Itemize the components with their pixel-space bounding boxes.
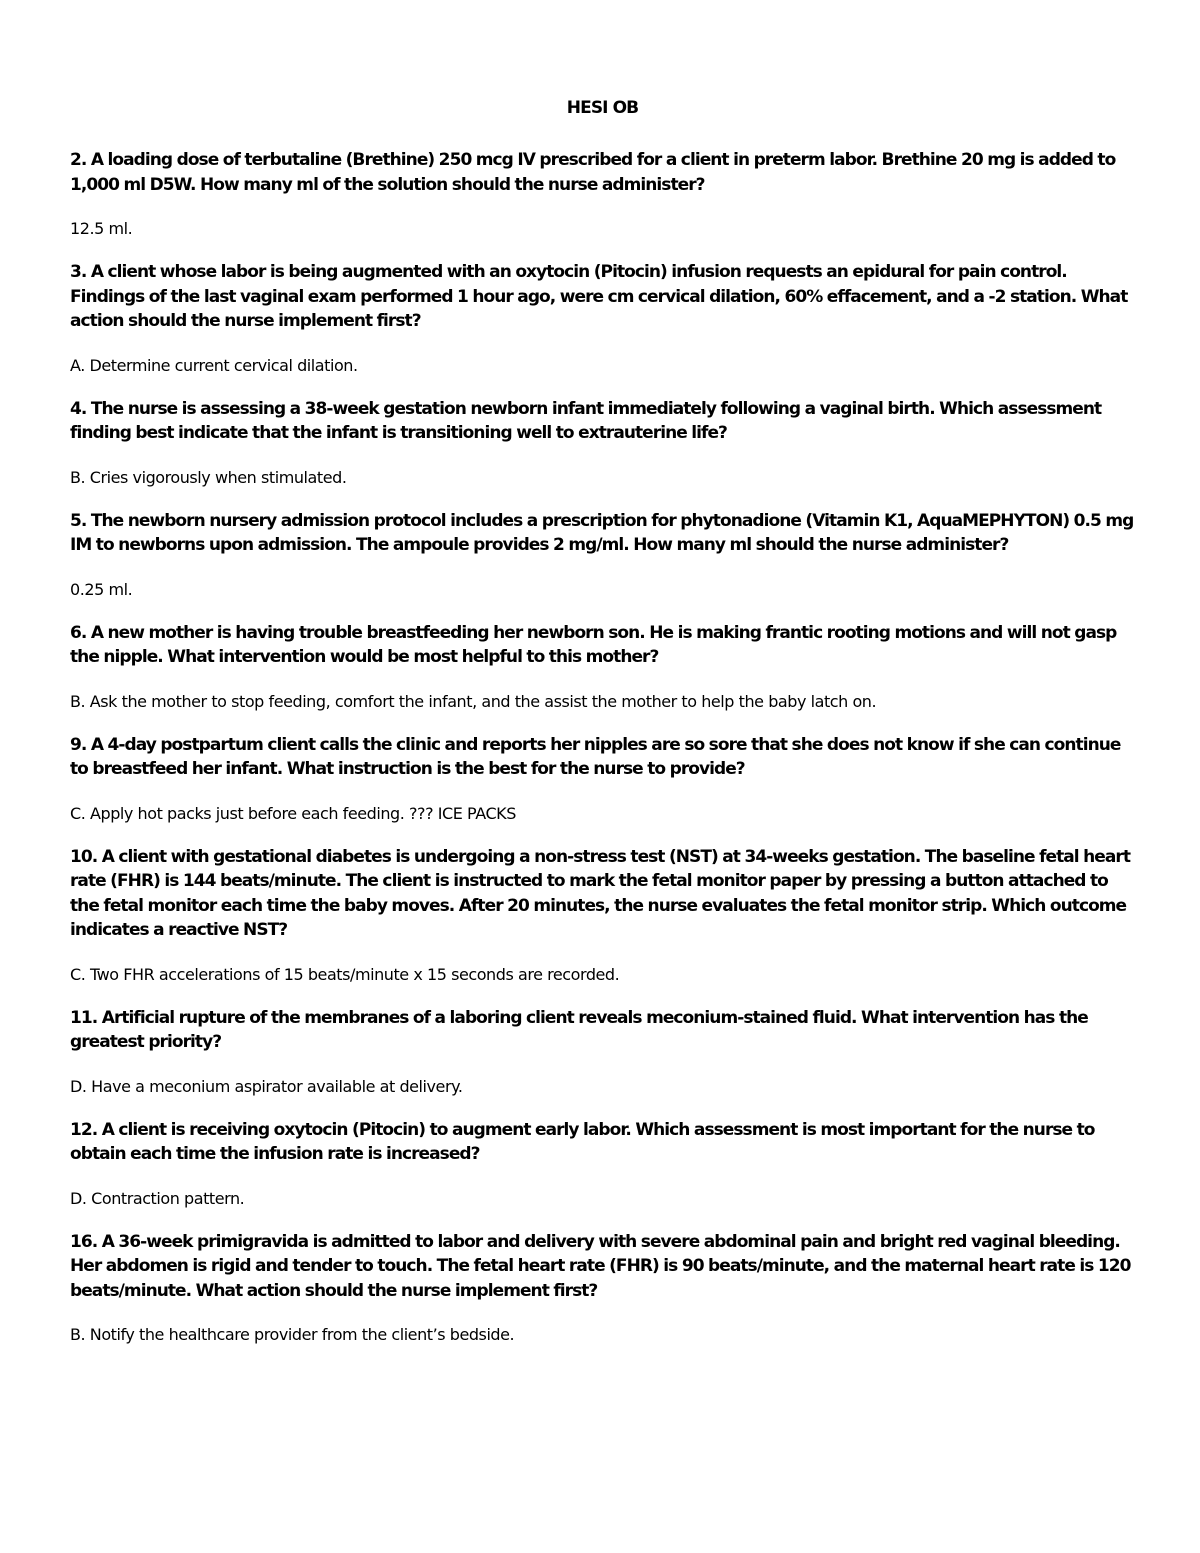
answer-text: C. Apply hot packs just before each feeding. ??? ICE PACKS [70, 803, 516, 823]
question-text: 10. A client with gestational diabetes is undergoing a non-stress test (NST) at 34-weeks gestation. The baseline fetal heart rate (FHR) is 144 beats/minute. The client is instructed to mark the fetal monitor paper by pressing a button attached to the fetal monitor each time the baby moves. After 20 minutes, the nurse evaluates the fetal monitor strip. Which outcome indicates a reactive NST? [70, 846, 1131, 940]
qa-item [70, 1006, 1135, 1098]
question-text: 11. Artificial rupture of the membranes of a laboring client reveals meconium-stained fluid. What intervention has the greatest priority? [70, 1007, 1088, 1052]
qa-item [70, 621, 1135, 713]
qa-item [70, 397, 1135, 489]
question-text: 12. A client is receiving oxytocin (Pitocin) to augment early labor. Which assessment is most important for the nurse to obtain each time the infusion rate is increased? [70, 1119, 1095, 1164]
question-text: 6. A new mother is having trouble breastfeeding her newborn son. He is making frantic rooting motions and will not gasp the nipple. What intervention would be most helpful to this mother? [70, 622, 1117, 667]
question-text: 16. A 36-week primigravida is admitted to labor and delivery with severe abdominal pain and bright red vaginal bleeding. Her abdomen is rigid and tender to touch. The fetal heart rate (FHR) is 90 beats/minute, and the maternal heart rate is 120 beats/minute. What action should the nurse implement first? [70, 1231, 1131, 1301]
qa-item [70, 1230, 1135, 1347]
qa-item [70, 148, 1135, 240]
answer-text: 12.5 ml. [70, 219, 133, 238]
answer-text: 0.25 ml. [70, 579, 133, 599]
qa-item [70, 509, 1135, 601]
qa-item [70, 1118, 1135, 1210]
answer-text: B. Cries vigorously when stimulated. [70, 467, 347, 487]
answer-text: B. Ask the mother to stop feeding, comfort the infant, and the assist the mother to help the baby latch on. [70, 691, 877, 711]
question-text: 5. The newborn nursery admission protocol includes a prescription for phytonadione (Vitamin K1, AquaMEPHYTON) 0.5 mg IM to newborns upon admission. The ampoule provides 2 mg/ml. How many ml should the nurse administer? [70, 510, 1134, 555]
document-title: HESI OB [566, 98, 639, 118]
answer-text: D. Contraction pattern. [70, 1188, 245, 1208]
question-text: 4. The nurse is assessing a 38-week gestation newborn infant immediately following a vaginal birth. Which assessment finding best indicate that the infant is transitioning well to extrauterine life? [70, 398, 1102, 443]
document-page [70, 96, 1135, 1366]
answer-text: D. Have a meconium aspirator available at delivery. [70, 1076, 463, 1096]
answer-text: B. Notify the healthcare provider from the client’s bedside. [70, 1325, 515, 1344]
qa-item [70, 733, 1135, 825]
qa-item [70, 260, 1135, 377]
question-text: 2. A loading dose of terbutaline (Brethine) 250 mcg IV prescribed for a client in preterm labor. Brethine 20 mg is added to 1,000 ml D5W. How many ml of the solution should the nurse administer? [70, 150, 1116, 195]
answer-text: C. Two FHR accelerations of 15 beats/minute x 15 seconds are recorded. [70, 964, 620, 984]
question-text: 3. A client whose labor is being augmented with an oxytocin (Pitocin) infusion requests an epidural for pain control. Findings of the last vaginal exam performed 1 hour ago, were cm cervical dilation, 60% effacement, and a -2 station. What action should the nurse implement first? [70, 262, 1128, 331]
qa-item [70, 845, 1135, 986]
question-text: 9. A 4-day postpartum client calls the clinic and reports her nipples are so sore that she does not know if she can continue to breastfeed her infant. What instruction is the best for the nurse to provide? [70, 734, 1121, 779]
answer-text: A. Determine current cervical dilation. [70, 355, 358, 375]
